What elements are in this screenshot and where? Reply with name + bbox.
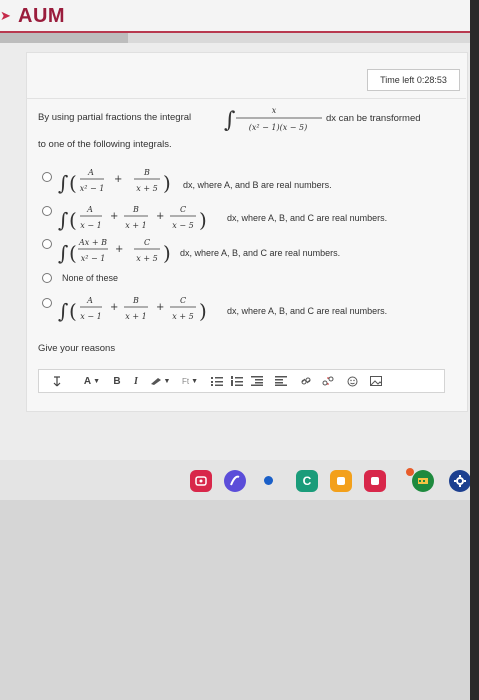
svg-text:A: A (87, 205, 93, 214)
svg-text:C: C (179, 296, 187, 305)
editor-toolbar (38, 369, 445, 393)
svg-text:+: + (114, 174, 123, 185)
svg-text:): ) (199, 208, 207, 232)
svg-text:x² − 1: x² − 1 (80, 254, 106, 263)
svg-text:+: + (110, 302, 119, 313)
files-icon[interactable] (330, 470, 352, 492)
numbered-list-icon[interactable] (227, 370, 247, 392)
svg-text:x + 5: x + 5 (136, 184, 158, 193)
calendar-icon[interactable] (412, 470, 434, 492)
svg-text:): ) (199, 299, 207, 323)
image-icon[interactable] (365, 370, 387, 392)
question-text-tail: dx can be transformed (326, 113, 421, 124)
option-1-radio[interactable] (42, 172, 52, 182)
option-4-radio[interactable] (42, 273, 52, 283)
question-text-line2: to one of the following integrals. (38, 139, 172, 150)
font-color-label: A (83, 375, 92, 387)
svg-text:A: A (87, 296, 93, 305)
svg-text:x − 5: x − 5 (172, 221, 194, 230)
svg-text:(x² − 1)(x − 5): (x² − 1)(x − 5) (248, 123, 308, 132)
option-1-formula (58, 164, 182, 200)
svg-text:B: B (144, 168, 150, 177)
nav-band-active (0, 33, 128, 43)
svg-text:x + 5: x + 5 (172, 312, 194, 321)
svg-text:x: x (271, 106, 277, 115)
font-color-button[interactable] (75, 370, 109, 392)
screen-recorder-icon[interactable] (190, 470, 212, 492)
svg-text:(: ( (69, 299, 77, 323)
svg-text:∫: ∫ (224, 108, 236, 133)
bold-button[interactable]: B (113, 375, 121, 387)
bullet-list-icon[interactable] (207, 370, 227, 392)
option-5-text: dx, where A, B, and C are real numbers. (227, 306, 388, 316)
highlight-button[interactable] (147, 370, 173, 392)
svg-text:∫: ∫ (58, 241, 69, 265)
option-5-formula (58, 292, 226, 328)
italic-button[interactable]: I (134, 375, 138, 387)
svg-text:+: + (156, 211, 165, 222)
svg-text:C: C (179, 205, 187, 214)
svg-text:B: B (133, 205, 139, 214)
chevron-down-icon: ▼ (163, 377, 171, 385)
svg-text:+: + (110, 211, 119, 222)
brush-icon (150, 376, 164, 386)
svg-text:+: + (156, 302, 165, 313)
monitor-edge (470, 0, 479, 700)
svg-text:x − 1: x − 1 (80, 312, 102, 321)
unlink-icon[interactable] (317, 370, 339, 392)
screen-bezel (0, 500, 479, 700)
svg-text:C: C (143, 238, 151, 247)
paragraph-format-icon[interactable] (39, 370, 75, 392)
chevron-down-icon: ▼ (191, 377, 199, 385)
settings-icon[interactable] (449, 470, 471, 492)
shelf-dot-icon[interactable] (264, 476, 273, 485)
chevron-down-icon: ▼ (93, 377, 101, 385)
option-3-radio[interactable] (42, 239, 52, 249)
svg-text:x² − 1: x² − 1 (79, 184, 105, 193)
option-2-formula (58, 201, 226, 237)
card-divider (26, 98, 466, 99)
svg-text:): ) (163, 171, 171, 195)
emoji-icon[interactable] (339, 370, 365, 392)
option-3-formula (58, 234, 182, 270)
time-left: Time left 0:28:53 (367, 69, 460, 91)
option-4-text: None of these (62, 273, 119, 283)
svg-text:Ax + B: Ax + B (79, 238, 107, 247)
browser-icon[interactable] (224, 470, 246, 492)
svg-text:∫: ∫ (58, 171, 69, 195)
give-reasons-label: Give your reasons (38, 343, 116, 354)
option-1-text: dx, where A, and B are real numbers. (183, 180, 332, 190)
svg-text:∫: ∫ (58, 299, 69, 323)
top-bar (0, 0, 479, 33)
svg-text:A: A (88, 168, 94, 177)
font-size-label: Ft (181, 376, 190, 386)
link-icon[interactable] (295, 370, 317, 392)
svg-text:x + 5: x + 5 (136, 254, 158, 263)
outdent-icon[interactable] (247, 370, 267, 392)
svg-text:x + 1: x + 1 (125, 312, 147, 321)
svg-text:+: + (115, 244, 124, 255)
option-2-text: dx, where A, B, and C are real numbers. (227, 213, 388, 223)
option-5-radio[interactable] (42, 298, 52, 308)
svg-text:(: ( (69, 171, 77, 195)
logo-arrow-icon: ➤ (0, 8, 11, 23)
option-3-text: dx, where A, B, and C are real numbers. (180, 248, 341, 258)
youtube-icon[interactable] (364, 470, 386, 492)
svg-text:): ) (163, 241, 171, 265)
indent-icon[interactable] (267, 370, 295, 392)
svg-text:B: B (133, 296, 139, 305)
question-integral (222, 102, 327, 136)
svg-text:x + 1: x + 1 (125, 221, 147, 230)
question-text-line1: By using partial fractions the integral (38, 112, 192, 123)
logo: AUM (18, 5, 66, 27)
svg-text:(: ( (69, 208, 77, 232)
classroom-icon[interactable]: C (296, 470, 318, 492)
font-size-button[interactable] (173, 370, 207, 392)
option-2-radio[interactable] (42, 206, 52, 216)
svg-text:x − 1: x − 1 (80, 221, 102, 230)
svg-text:∫: ∫ (58, 208, 69, 232)
svg-text:(: ( (69, 241, 77, 265)
